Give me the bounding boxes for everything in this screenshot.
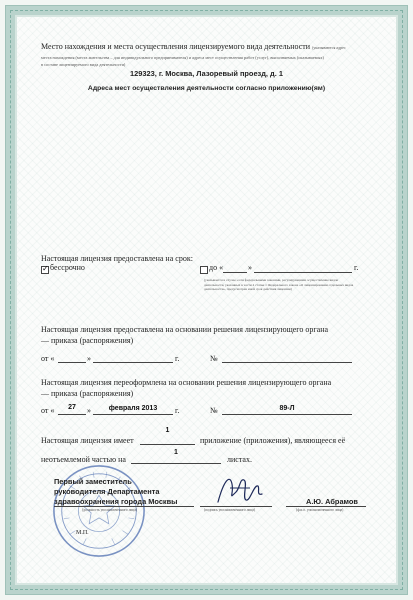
name-line [286, 506, 366, 507]
term-small-note: (указывается в случае, если федеральными законами, регулирующими осуществление видов деятельности, указанных в части 4 статьи 1 Федерального закона «О лицензировании отдельных видов деятельности», предусмотрен иной срок действия лицензии) [204, 278, 354, 292]
decision-number-label: № [210, 354, 218, 363]
until-day-line [223, 272, 247, 273]
address-heading [41, 42, 346, 51]
appendix-line-2-prefix: неотъемлемой частью на [41, 455, 126, 464]
position-line [54, 506, 194, 507]
address-heading-note-3: в составе лицензируемого вида деятельности) [41, 62, 126, 67]
appendix-line-1-suffix: приложение (приложения), являющееся её [200, 436, 346, 445]
appendix-count-line [140, 444, 195, 445]
reissue-number-label: № [210, 406, 218, 415]
until-date-checkbox[interactable] [200, 266, 208, 274]
term-label: Настоящая лицензия предоставлена на срок: [41, 254, 193, 263]
reissue-month-year: февраля 2013 [108, 405, 158, 412]
reissue-from-label: от « [41, 406, 55, 415]
until-suffix: г. [354, 263, 359, 272]
appendix-sheets: 1 [174, 449, 178, 456]
decision-line-1: Настоящая лицензия предоставлена на основании решения лицензирующего органа [41, 325, 329, 334]
unlimited-option-label: бессрочно [50, 263, 85, 272]
signer-name: А.Ю. Абрамов [306, 497, 358, 506]
decision-year-suffix: г. [175, 354, 180, 363]
decision-number-line [222, 362, 352, 363]
handwritten-signature [210, 470, 270, 510]
signer-position-1: Первый заместитель [54, 477, 132, 486]
until-prefix: до « [209, 263, 224, 272]
appendix-line-1-prefix: Настоящая лицензия имеет [41, 436, 134, 445]
signer-position-3: здравоохранения города Москвы [54, 497, 178, 506]
reissue-day: 27 [68, 404, 76, 411]
appendix-address-note: Адреса мест осуществления деятельности согласно приложению(ям) [87, 85, 326, 92]
signer-position-2: руководителя Департамента [54, 487, 160, 496]
decision-mid-quote: » [87, 354, 91, 363]
appendix-line-2-suffix: листах. [227, 455, 252, 464]
appendix-count: 1 [165, 427, 170, 434]
decision-day-line [58, 362, 86, 363]
reissue-line-1: Настоящая лицензия переоформлена на основании решения лицензирующего органа [41, 378, 332, 387]
reissue-number: 89-Л [279, 405, 295, 412]
reissue-number-line [222, 414, 352, 415]
signature-caption: (подпись уполномоченного лица) [204, 508, 256, 512]
address-heading-main: Место нахождения и места осуществления лицензируемого вида деятельности [41, 42, 311, 51]
decision-date-line [93, 362, 173, 363]
reissue-day-line [58, 414, 86, 415]
reissue-date-line [93, 414, 173, 415]
reissue-year-suffix: г. [175, 406, 180, 415]
name-caption: (ф.и.о. уполномоченного лица) [296, 508, 344, 512]
until-mid: » [248, 263, 252, 272]
seal-mark: М.П. [76, 530, 89, 536]
checkmark-icon: ✓ [42, 264, 49, 273]
address-value: 129323, г. Москва, Лазоревый проезд, д. 1 [130, 69, 283, 78]
decision-line-2: — приказа (распоряжения) [41, 336, 134, 345]
address-heading-note-2: места нахождения (места жительства – для индивидуального предпринимателя) и адреса мест осуществления работ (услуг), выполняемых (оказываемых) [41, 55, 324, 60]
decision-from-label: от « [41, 354, 55, 363]
unlimited-checkbox[interactable] [41, 266, 49, 274]
signature-line [200, 506, 272, 507]
until-date-line [254, 272, 352, 273]
address-heading-note-1: (указываются адрес [312, 45, 346, 50]
reissue-line-2: — приказа (распоряжения) [41, 389, 134, 398]
reissue-mid-quote: » [87, 406, 91, 415]
position-caption: (должность уполномоченного лица) [82, 508, 138, 512]
